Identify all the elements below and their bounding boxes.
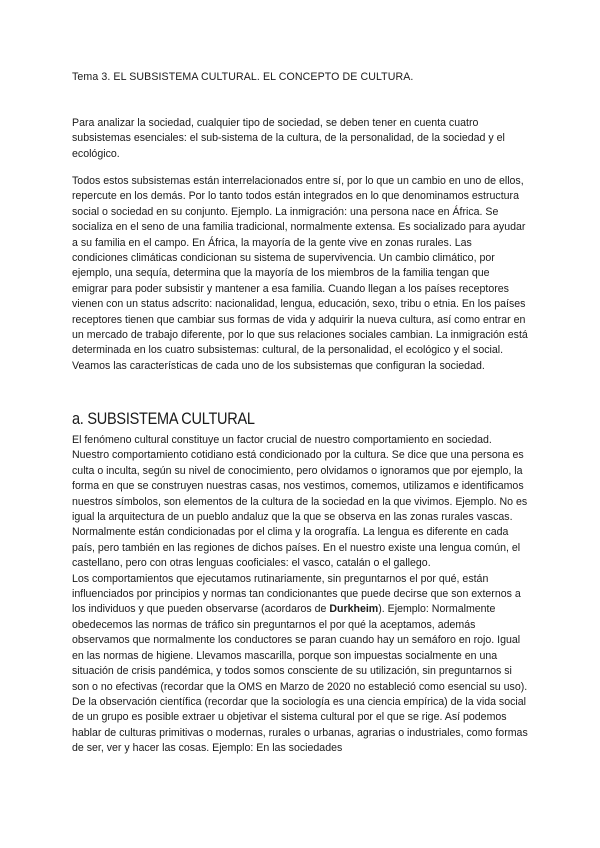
section-paragraph-norms [72, 572, 528, 695]
durkheim-name: Durkheim [329, 603, 379, 616]
section-body [72, 433, 528, 757]
section-heading: a. SUBSISTEMA CULTURAL [72, 410, 255, 428]
section-paragraph-culture: El fenómeno cultural constituye un factor crucial de nuestro comportamiento en sociedad. Nuestro comportamiento cotidiano está condicionado por la cultura. Se dice que una persona es culta o inculta, según su nivel de conocimiento, pero olvidamos o ignoramos que por ejemplo, la forma en que se construyen nuestras casas, nos vestimos, comemos, utilizamos e identificamos nuestros símbolos, son elementos de la cultura de la sociedad en la que vivimos. Ejemplo. No es igual la arquitectura de un pueblo andaluz que la que se observa en las zonas rurales vascas. Normalmente están condicionadas por el clima y la orografía. La lengua es diferente en cada país, pero también en las regiones de dichos países. En el nuestro existe una lengua común, el castellano, pero con otras lenguas cooficiales: el vasco, catalán o el gallego. [72, 434, 528, 570]
norms-text-after: ). Ejemplo: Normalmente obedecemos las normas de tráfico sin preguntarnos el por qué la aceptamos, además observamos que normalmente los conductores se paran cuando hay un semáforo en rojo. Igual en las normas de higiene. Llevamos mascarilla, porque son impuestas socialmente en una situación de crisis pandémica, y todos somos consciente de su utilización, sin preguntarnos si son o no efectivas (recordar que la OMS en Marzo de 2020 no estableció como esencial su uso). [72, 603, 528, 693]
document-title: Tema 3. EL SUBSISTEMA CULTURAL. EL CONCEPTO DE CULTURA. [72, 71, 414, 83]
intro-paragraph: Para analizar la sociedad, cualquier tipo de sociedad, se deben tener en cuenta cuatro subsistemas esenciales: el sub-sistema de la cultura, de la personalidad, de la sociedad y el ecológico. [72, 117, 505, 160]
body-paragraph-subsystems: Todos estos subsistemas están interrelacionados entre sí, por lo que un cambio en uno de ellos, repercute en los demás. Por lo tanto todos están integrados en lo que denominamos estructura social o sociedad en su conjunto. Ejemplo. La inmigración: una persona nace en África. Se socializa en el seno de una familia tradicional, normalmente extensa. Es socializado para ayudar a su familia en el campo. En África, la mayoría de la gente vive en zonas rurales. Las condiciones climáticas condicionan su sistema de supervivencia. Un cambio climático, por ejemplo, una sequía, determina que la mayoría de los miembros de la familia tengan que emigrar para poder subsistir y mantener a esa familia. Cuando llegan a los países receptores vienen con un status adscrito: nacionalidad, lengua, educación, sexo, tribu o etnia. En los países receptores tienen que cambiar sus formas de vida y adquirir la nueva cultura, así como entrar en un mercado de trabajo diferente, por lo que sus relaciones sociales cambian. La inmigración está determinada en los cuatro subsistemas: cultural, de la personalidad, el ecológico y el social. Veamos las características de cada uno de los subsistemas que configuran la sociedad. [72, 175, 528, 372]
norms-text-before: Los comportamientos que ejecutamos rutinariamente, sin preguntarnos el por qué, están influenciados por principios y normas tan condicionantes que puede decirse que son externos a los individuos y que pueden observarse (acordaros de [72, 572, 521, 616]
section-paragraph-observation: De la observación científica (recordar que la sociología es una ciencia empírica) de la vida social de un grupo es posible extraer u objetivar el sistema cultural por el que se rige. Así podemos hablar de culturas primitivas o modernas, rurales o urbanas, agrarias o industriales, como formas de ser, ver y hacer las cosas. Ejemplo: En las sociedades [72, 695, 528, 755]
